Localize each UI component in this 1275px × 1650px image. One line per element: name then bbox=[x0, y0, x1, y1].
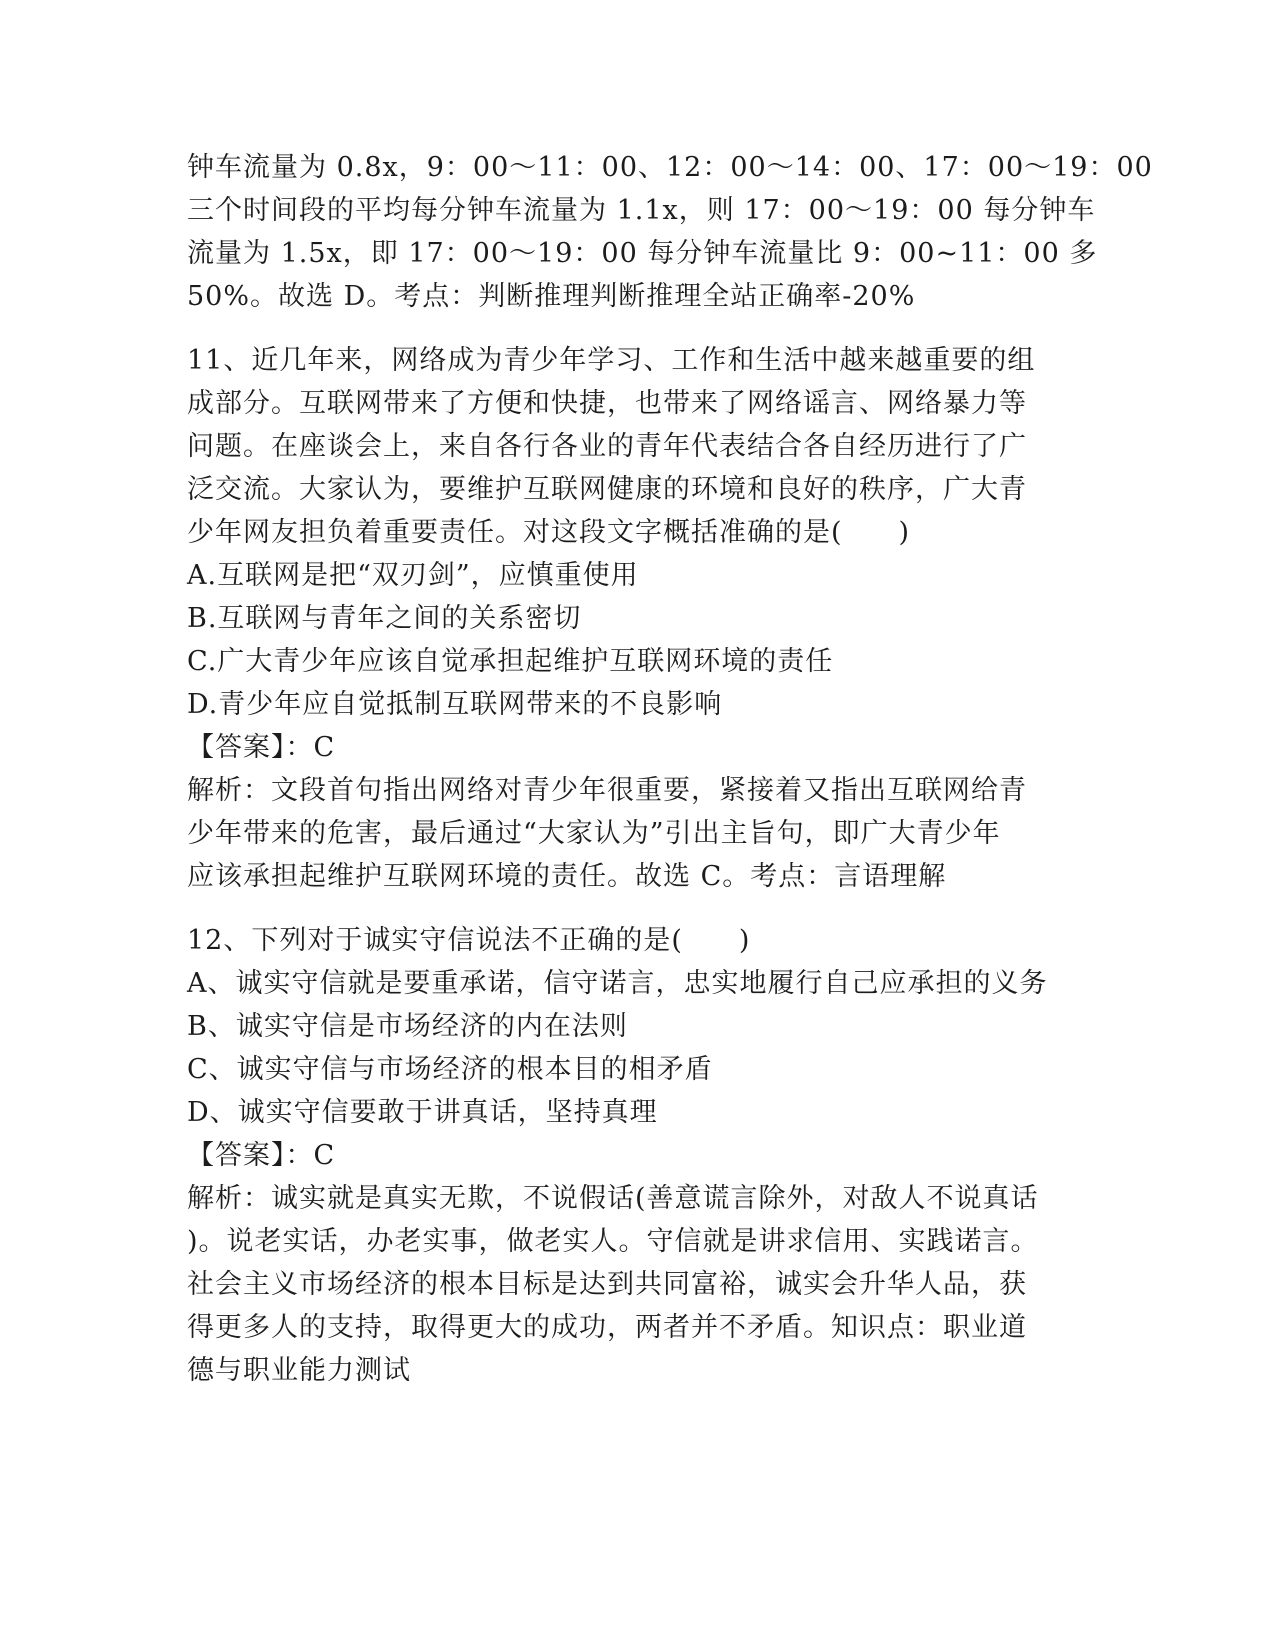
page-content bbox=[187, 146, 1153, 1413]
question-stem-line: 11、近几年来，网络成为青少年学习、工作和生活中越来越重要的组 bbox=[187, 345, 1036, 376]
option-d: D.青少年应自觉抵制互联网带来的不良影响 bbox=[187, 689, 723, 720]
question-stem-line: 成部分。互联网带来了方便和快捷，也带来了网络谣言、网络暴力等 bbox=[187, 388, 1027, 419]
option-c: C、诚实守信与市场经济的根本目的相矛盾 bbox=[187, 1054, 713, 1085]
question-stem-line: 问题。在座谈会上，来自各行各业的青年代表结合各自经历进行了广 bbox=[187, 431, 1027, 462]
analysis-line: 50%。故选 D。考点：判断推理判断推理全站正确率-20% bbox=[187, 281, 916, 312]
analysis-line: 应该承担起维护互联网环境的责任。故选 C。考点：言语理解 bbox=[187, 861, 947, 892]
analysis-line: 三个时间段的平均每分钟车流量为 1.1x，则 17：00～19：00 每分钟车 bbox=[187, 195, 1096, 226]
analysis-line: )。说老实话，办老实事，做老实人。守信就是讲求信用、实践诺言。 bbox=[187, 1226, 1039, 1257]
analysis-line: 钟车流量为 0.8x，9：00～11：00、12：00～14：00、17：00～19：00 bbox=[187, 152, 1153, 183]
analysis-line: 解析：诚实就是真实无欺，不说假话(善意谎言除外，对敌人不说真话 bbox=[187, 1183, 1039, 1214]
option-b: B.互联网与青年之间的关系密切 bbox=[187, 603, 582, 634]
option-c: C.广大青少年应该自觉承担起维护互联网环境的责任 bbox=[187, 646, 834, 677]
analysis-line: 解析：文段首句指出网络对青少年很重要，紧接着又指出互联网给青 bbox=[187, 775, 1027, 806]
option-b: B、诚实守信是市场经济的内在法则 bbox=[187, 1011, 628, 1042]
analysis-line: 得更多人的支持，取得更大的成功，两者并不矛盾。知识点：职业道 bbox=[187, 1312, 1027, 1343]
analysis-line: 少年带来的危害，最后通过“大家认为”引出主旨句，即广大青少年 bbox=[187, 818, 1001, 849]
question-stem-line: 12、下列对于诚实守信说法不正确的是( ) bbox=[187, 925, 751, 956]
analysis-line: 德与职业能力测试 bbox=[187, 1355, 411, 1386]
option-d: D、诚实守信要敢于讲真话，坚持真理 bbox=[187, 1097, 658, 1128]
question-stem-line: 少年网友担负着重要责任。对这段文字概括准确的是( ) bbox=[187, 517, 911, 548]
answer-label: 【答案】：C bbox=[187, 1140, 336, 1171]
analysis-line: 流量为 1.5x，即 17：00～19：00 每分钟车流量比 9：00~11：00 多 bbox=[187, 238, 1098, 269]
option-a: A、诚实守信就是要重承诺，信守诺言，忠实地履行自己应承担的义务 bbox=[187, 968, 1048, 999]
question-11 bbox=[187, 339, 1087, 898]
answer-label: 【答案】：C bbox=[187, 732, 336, 763]
question-12 bbox=[187, 919, 1087, 1392]
previous-analysis bbox=[187, 146, 1153, 318]
analysis-line: 社会主义市场经济的根本目标是达到共同富裕，诚实会升华人品，获 bbox=[187, 1269, 1027, 1300]
question-stem-line: 泛交流。大家认为，要维护互联网健康的环境和良好的秩序，广大青 bbox=[187, 474, 1027, 505]
option-a: A.互联网是把“双刃剑”，应慎重使用 bbox=[187, 560, 639, 591]
